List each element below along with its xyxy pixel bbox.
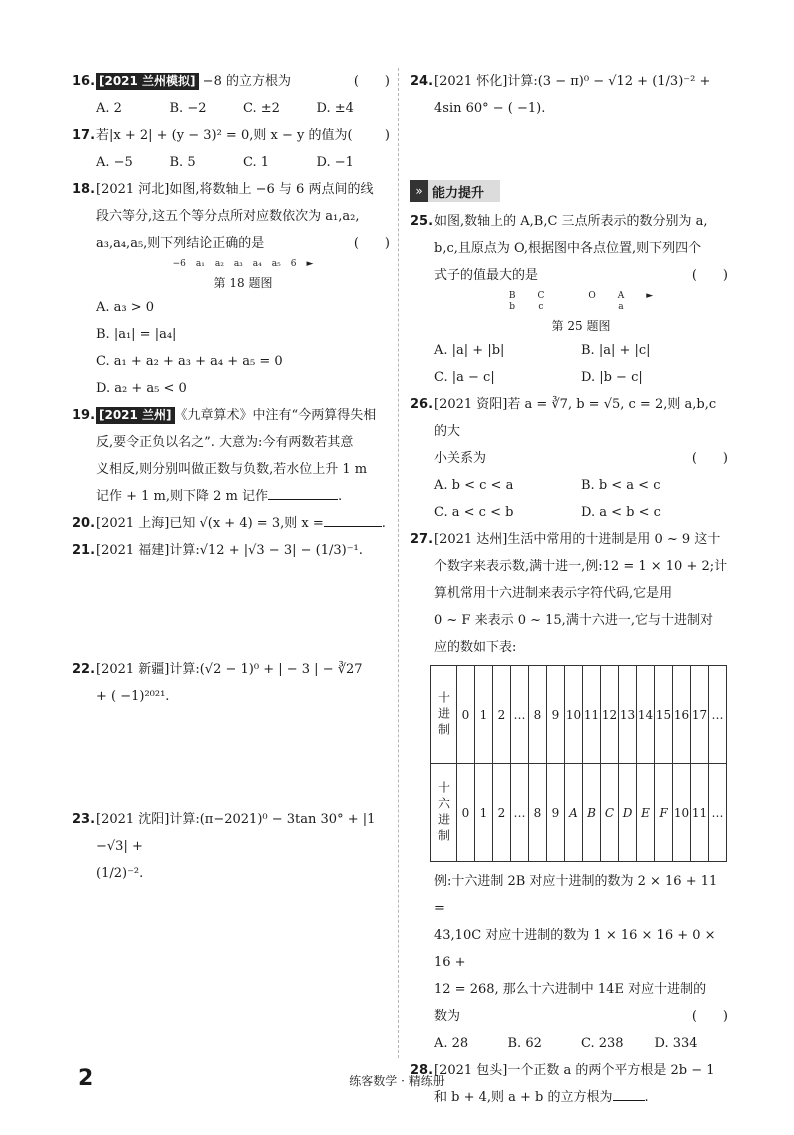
option-a: A. a₃ > 0 bbox=[96, 300, 155, 315]
table-cell: 15 bbox=[655, 666, 673, 764]
option-c: C. 1 bbox=[243, 155, 270, 170]
point-o bbox=[588, 291, 595, 313]
question-text: 0 ~ F 来表示 0 ~ 15,满十六进一,它与十进制对 bbox=[434, 613, 713, 628]
point-a bbox=[618, 291, 625, 313]
question-number: 21. bbox=[72, 543, 96, 558]
table-cell: … bbox=[709, 666, 727, 764]
option-a: A. 28 bbox=[434, 1036, 469, 1051]
point-label: C bbox=[537, 291, 545, 301]
table-cell: 12 bbox=[601, 666, 619, 764]
table-row-hex bbox=[431, 764, 727, 862]
table-cell: 9 bbox=[547, 764, 565, 862]
table-cell: 8 bbox=[529, 764, 547, 862]
question-20 bbox=[72, 510, 390, 537]
options bbox=[96, 95, 390, 122]
table-cell: 11 bbox=[691, 764, 709, 862]
page-number: 2 bbox=[78, 1066, 94, 1091]
option-c: C. a < c < b bbox=[434, 505, 514, 520]
question-21 bbox=[72, 537, 390, 564]
question-number: 26. bbox=[410, 397, 434, 412]
option-d: D. ±4 bbox=[316, 101, 354, 116]
question-24 bbox=[410, 68, 728, 122]
number-line-figure-18 bbox=[96, 257, 390, 272]
double-chevron-icon: » bbox=[410, 180, 428, 202]
table-cell: … bbox=[709, 764, 727, 862]
question-text: −8 的立方根为 bbox=[198, 74, 291, 89]
option-c: C. |a − c| bbox=[434, 370, 495, 385]
option-d: D. 334 bbox=[654, 1036, 698, 1051]
table-cell: 0 bbox=[457, 764, 475, 862]
number-line-label: a₂ bbox=[214, 259, 224, 269]
work-space bbox=[410, 122, 728, 172]
table-cell: E bbox=[637, 764, 655, 862]
question-27 bbox=[410, 526, 728, 661]
table-cell: 0 bbox=[457, 666, 475, 764]
question-number: 18. bbox=[72, 182, 96, 197]
section-title: 能力提升 bbox=[432, 185, 485, 201]
question-26 bbox=[410, 391, 728, 526]
arrow-icon: ► bbox=[306, 259, 314, 269]
question-text: [2021 河北]如图,将数轴上 −6 与 6 两点间的线 bbox=[96, 182, 374, 197]
option-b: B. 5 bbox=[169, 155, 196, 170]
table-cell: 17 bbox=[691, 666, 709, 764]
question-17 bbox=[72, 122, 390, 176]
question-text: 义相反,则分别叫做正数与负数,若水位上升 1 m bbox=[96, 462, 368, 477]
table-cell: 13 bbox=[619, 666, 637, 764]
question-text: [2021 沈阳]计算:(π−2021)⁰ − 3tan 30° + |1 −√3| + bbox=[96, 812, 376, 854]
point-value: a bbox=[618, 302, 624, 312]
question-18 bbox=[72, 176, 390, 402]
question-text: 43,10C 对应十进制的数为 1 × 16 × 16 + 0 × 16 + bbox=[434, 928, 716, 970]
number-line-label: a₁ bbox=[195, 259, 205, 269]
work-space bbox=[72, 564, 390, 656]
number-line-label: a₅ bbox=[271, 259, 281, 269]
question-27-example bbox=[410, 868, 728, 1057]
question-25 bbox=[410, 208, 728, 391]
table-cell: A bbox=[565, 764, 583, 862]
number-line-label: a₄ bbox=[252, 259, 262, 269]
question-number: 20. bbox=[72, 516, 96, 531]
question-number: 23. bbox=[72, 812, 96, 827]
question-text: 算机常用十六进制来表示字符代码,它是用 bbox=[434, 586, 673, 601]
point-b bbox=[509, 291, 516, 313]
number-line-label: −6 bbox=[172, 259, 186, 269]
table-cell: 1 bbox=[475, 666, 493, 764]
question-16 bbox=[72, 68, 390, 122]
question-number: 22. bbox=[72, 662, 96, 677]
question-text: b,c,且原点为 O,根据图中各点位置,则下列四个 bbox=[434, 241, 702, 256]
point-label: A bbox=[617, 291, 625, 301]
table-cell: 10 bbox=[673, 764, 691, 862]
column-divider bbox=[398, 68, 399, 1058]
figure-caption: 第 25 题图 bbox=[551, 319, 611, 333]
table-row-decimal bbox=[431, 666, 727, 764]
option-c: C. 238 bbox=[581, 1036, 624, 1051]
table-cell: C bbox=[601, 764, 619, 862]
table-cell: 8 bbox=[529, 666, 547, 764]
question-text: [2021 怀化]计算:(3 − π)⁰ − √12 + (1/3)⁻² + bbox=[434, 74, 711, 89]
options bbox=[434, 1030, 728, 1057]
answer-blank[interactable] bbox=[613, 1087, 645, 1101]
question-text: 例:十六进制 2B 对应十进制的数为 2 × 16 + 11 = bbox=[434, 874, 718, 916]
number-line-figure-25 bbox=[434, 289, 728, 315]
question-22 bbox=[72, 656, 390, 710]
question-text: a₃,a₄,a₅,则下列结论正确的是 bbox=[96, 236, 265, 251]
question-number: 28. bbox=[410, 1063, 434, 1078]
question-text: 段六等分,这五个等分点所对应数依次为 a₁,a₂, bbox=[96, 209, 360, 224]
row-header: 十六进制 bbox=[431, 764, 457, 862]
figure-caption: 第 18 题图 bbox=[213, 276, 273, 290]
book-title: 练客数学 · 精练册 bbox=[349, 1074, 445, 1088]
question-number: 16. bbox=[72, 74, 96, 89]
answer-paren: ( ) bbox=[691, 268, 728, 283]
point-label: O bbox=[588, 291, 596, 301]
question-text: 应的数如下表: bbox=[434, 640, 517, 655]
option-d: D. −1 bbox=[316, 155, 354, 170]
question-text: 4sin 60° − ( −1). bbox=[434, 101, 546, 116]
question-number: 27. bbox=[410, 532, 434, 547]
table-cell: 11 bbox=[583, 666, 601, 764]
question-text: [2021 福建]计算:√12 + |√3 − 3| − (1/3)⁻¹. bbox=[96, 543, 363, 558]
question-23 bbox=[72, 806, 390, 887]
question-number: 24. bbox=[410, 74, 434, 89]
arrow-icon: ► bbox=[646, 291, 654, 301]
question-text: (1/2)⁻². bbox=[96, 866, 144, 881]
question-text: 数为 bbox=[434, 1009, 461, 1024]
source-tag: [2021 兰州] bbox=[96, 407, 175, 424]
question-text: 如图,数轴上的 A,B,C 三点所表示的数分别为 a, bbox=[434, 214, 708, 229]
question-text: [2021 资阳]若 a = ∛7, b = √5, c = 2,则 a,b,c 的大 bbox=[434, 397, 717, 439]
table-cell: D bbox=[619, 764, 637, 862]
option-b: B. b < a < c bbox=[581, 478, 661, 493]
table-cell: … bbox=[511, 764, 529, 862]
question-text: 若|x + 2| + (y − 3)² = 0,则 x − y 的值为( bbox=[96, 128, 353, 143]
table-cell: 14 bbox=[637, 666, 655, 764]
table-cell: 2 bbox=[493, 666, 511, 764]
point-value: b bbox=[509, 302, 516, 312]
question-text: [2021 上海]已知 √(x + 4) = 3,则 x = bbox=[96, 516, 324, 531]
option-a: A. −5 bbox=[96, 155, 133, 170]
answer-blank[interactable] bbox=[268, 486, 338, 500]
answer-blank[interactable] bbox=[324, 513, 382, 527]
question-text: [2021 包头]一个正数 a 的两个平方根是 2b − 1 bbox=[434, 1063, 715, 1078]
point-value: c bbox=[538, 302, 544, 312]
answer-paren: ( ) bbox=[691, 451, 728, 466]
option-b: B. 62 bbox=[507, 1036, 542, 1051]
question-text: 反,要令正负以名之”. 大意为:今有两数若其意 bbox=[96, 435, 354, 450]
question-text: 和 b + 4,则 a + b 的立方根为 bbox=[434, 1090, 613, 1105]
question-text: + ( −1)²⁰²¹. bbox=[96, 689, 170, 704]
base-conversion-table bbox=[430, 665, 727, 862]
question-text: 《九章算术》中注有“今两算得失相 bbox=[174, 408, 377, 423]
table-cell: 10 bbox=[565, 666, 583, 764]
table-cell: 9 bbox=[547, 666, 565, 764]
question-text: [2021 新疆]计算:(√2 − 1)⁰ + | − 3 | − ∛27 bbox=[96, 662, 363, 677]
punctuation: . bbox=[644, 1090, 649, 1105]
answer-paren: ( ) bbox=[353, 74, 390, 89]
question-text: 小关系为 bbox=[434, 451, 487, 466]
punctuation: . bbox=[338, 489, 343, 504]
answer-paren: ) bbox=[384, 128, 390, 143]
question-text: 个数字来表示数,满十进一,例:12 = 1 × 10 + 2;计 bbox=[434, 559, 728, 574]
option-b: B. |a| + |c| bbox=[581, 343, 651, 358]
right-column bbox=[410, 68, 728, 1111]
answer-paren: ( ) bbox=[353, 236, 390, 251]
number-line-label: 6 bbox=[290, 259, 297, 269]
section-header bbox=[410, 180, 500, 202]
table-cell: … bbox=[511, 666, 529, 764]
question-number: 25. bbox=[410, 214, 434, 229]
options bbox=[96, 149, 390, 176]
number-line-label: a₃ bbox=[233, 259, 243, 269]
option-a: A. |a| + |b| bbox=[434, 343, 505, 358]
table-cell: 2 bbox=[493, 764, 511, 862]
option-d: D. |b − c| bbox=[581, 370, 643, 385]
option-d: D. a < b < c bbox=[581, 505, 661, 520]
options bbox=[434, 337, 728, 391]
punctuation: . bbox=[381, 516, 386, 531]
point-c bbox=[537, 291, 544, 313]
question-text: 12 = 268, 那么十六进制中 14E 对应十进制的 bbox=[434, 982, 707, 997]
option-d: D. a₂ + a₅ < 0 bbox=[96, 381, 187, 396]
table-cell: F bbox=[655, 764, 673, 862]
option-a: A. b < c < a bbox=[434, 478, 514, 493]
table-cell: 16 bbox=[673, 666, 691, 764]
option-b: B. |a₁| = |a₄| bbox=[96, 327, 177, 342]
option-c: C. a₁ + a₂ + a₃ + a₄ + a₅ = 0 bbox=[96, 354, 283, 369]
option-c: C. ±2 bbox=[243, 101, 280, 116]
work-space bbox=[72, 710, 390, 806]
row-header: 十进制 bbox=[431, 666, 457, 764]
source-tag: [2021 兰州模拟] bbox=[96, 73, 199, 90]
table-cell: 1 bbox=[475, 764, 493, 862]
option-b: B. −2 bbox=[169, 101, 207, 116]
question-19 bbox=[72, 402, 390, 510]
option-a: A. 2 bbox=[96, 101, 122, 116]
options bbox=[434, 472, 728, 526]
question-number: 19. bbox=[72, 408, 96, 423]
question-text: [2021 达州]生活中常用的十进制是用 0 ~ 9 这十 bbox=[434, 532, 721, 547]
question-number: 17. bbox=[72, 128, 96, 143]
question-text: 式子的值最大的是 bbox=[434, 268, 539, 283]
answer-paren: ( ) bbox=[691, 1009, 728, 1024]
point-label: B bbox=[508, 291, 516, 301]
left-column bbox=[72, 68, 390, 887]
question-text: 记作 + 1 m,则下降 2 m 记作 bbox=[96, 489, 269, 504]
table-cell: B bbox=[583, 764, 601, 862]
